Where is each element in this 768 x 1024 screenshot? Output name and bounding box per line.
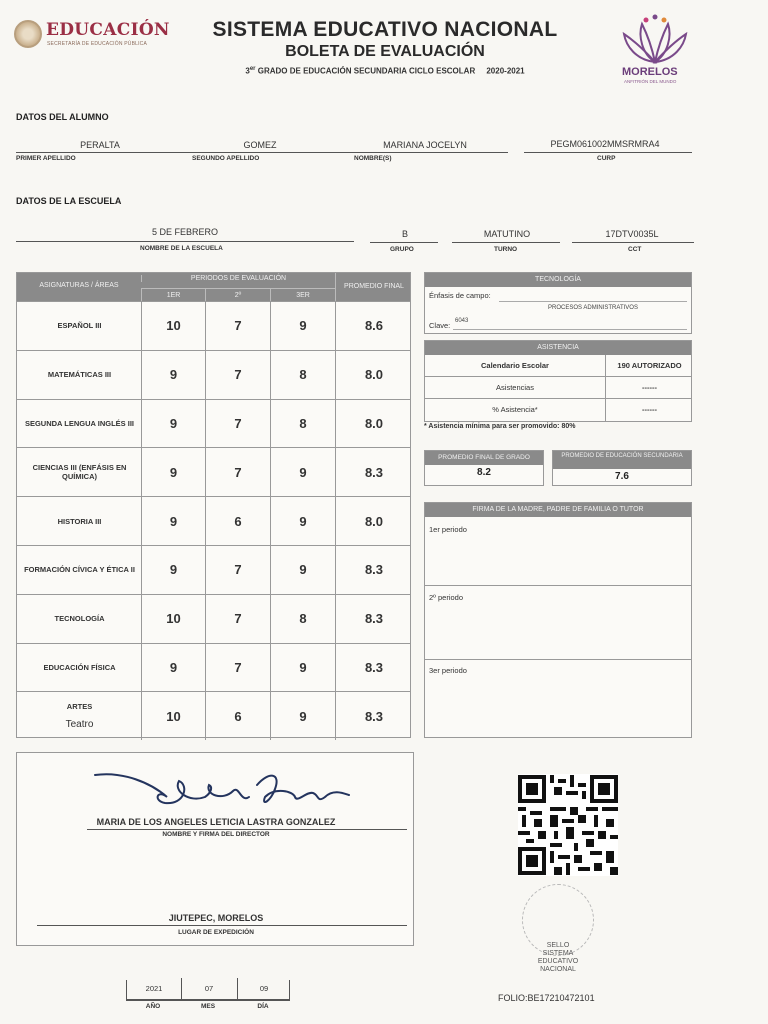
grades-table	[16, 272, 411, 738]
grade-p1: 10	[141, 692, 205, 740]
morelos-logo	[612, 14, 698, 94]
date-underline	[126, 1000, 290, 1001]
grade-p1: 9	[141, 546, 205, 594]
periodo3-label: 3er periodo	[429, 666, 467, 675]
grade-number: 3	[245, 66, 250, 76]
subject-name: SEGUNDA LENGUA INGLÉS III	[24, 418, 135, 428]
grade-avg: 8.3	[335, 595, 412, 643]
apellido2-value: GOMEZ	[243, 140, 277, 150]
student-line	[16, 152, 508, 153]
asistencia-row	[425, 377, 691, 399]
curp-line	[524, 152, 692, 153]
grupo-value: B	[401, 229, 408, 239]
promedio-secundaria-value: 7.6	[615, 471, 629, 482]
promedio-secundaria-box	[552, 450, 692, 486]
nombre-label: NOMBRE(S)	[354, 155, 392, 162]
promedio-grado-value: 8.2	[477, 467, 491, 478]
place-label: LUGAR DE EXPEDICIÓN	[178, 929, 254, 936]
grade-row	[17, 496, 410, 545]
sello-line-2: SISTEMA	[542, 950, 574, 957]
grade-p1: 9	[141, 400, 205, 448]
turno-value: MATUTINO	[483, 229, 531, 239]
grade-row	[17, 350, 410, 399]
apellido2-label: SEGUNDO APELLIDO	[192, 155, 260, 162]
firma-tutor-title: FIRMA DE LA MADRE, PADRE DE FAMILIA O TUTOR	[425, 503, 691, 517]
folio: FOLIO:BE17210472101	[498, 993, 595, 1003]
tecnologia-box	[424, 272, 692, 334]
grade-p3: 9	[270, 497, 335, 545]
col-avg: PROMEDIO FINAL	[335, 273, 412, 301]
date-day: 09	[259, 984, 269, 993]
grade-p2: 6	[205, 497, 270, 545]
grade-p1: 9	[141, 448, 205, 496]
sello-line-3: EDUCATIVO	[537, 958, 579, 965]
sello-line-1: SELLO	[546, 942, 570, 949]
grade-p2: 7	[205, 302, 270, 350]
asistencias-value: ------	[605, 377, 693, 399]
calendario-label: Calendario Escolar	[481, 361, 549, 370]
grade-text: GRADO DE EDUCACIÓN SECUNDARIA CICLO ESCOLAR	[257, 66, 476, 76]
curp-value: PEGM061002MMSRMRA4	[550, 139, 660, 149]
school-cycle: 2020-2021	[486, 66, 525, 76]
director-name: MARIA DE LOS ANGELES LETICIA LASTRA GONZALEZ	[96, 817, 336, 827]
grade-avg: 8.3	[335, 448, 412, 496]
grade-p2: 6	[205, 692, 270, 740]
grade-avg: 8.0	[335, 400, 412, 448]
calendario-value: 190 AUTORIZADO	[605, 355, 693, 377]
enfasis-value: PROCESOS ADMINISTRATIVOS	[548, 305, 638, 311]
director-box	[16, 752, 414, 946]
enfasis-line	[499, 301, 687, 302]
turno-label: TURNO	[494, 246, 518, 253]
clave-label: Clave:	[429, 321, 451, 330]
col-p2: 2º	[205, 288, 270, 301]
grade-avg: 8.3	[335, 644, 412, 692]
grade-row	[17, 691, 410, 740]
date-box	[126, 980, 290, 1000]
place-value: JIUTEPEC, MORELOS	[168, 913, 264, 923]
col-p1: 1ER	[141, 288, 205, 301]
grade-p3: 9	[270, 302, 335, 350]
cct-label: CCT	[628, 246, 642, 253]
apellido1-value: PERALTA	[80, 140, 120, 150]
grade-row	[17, 301, 410, 350]
grade-avg: 8.6	[335, 302, 412, 350]
grade-p1: 10	[141, 302, 205, 350]
grade-row	[17, 399, 410, 448]
school-section-title: DATOS DE LA ESCUELA	[16, 196, 122, 206]
tecnologia-title: TECNOLOGÍA	[425, 273, 691, 287]
grade-row	[17, 643, 410, 692]
grade-row	[17, 545, 410, 594]
subject-name: FORMACIÓN CÍVICA Y ÉTICA II	[24, 565, 135, 575]
grupo-label: GRUPO	[390, 246, 414, 253]
grade-p2: 7	[205, 546, 270, 594]
grade-p1: 9	[141, 644, 205, 692]
asistencia-row	[425, 355, 691, 377]
grade-p2: 7	[205, 400, 270, 448]
col-periods: PERIODOS DE EVALUACIÓN	[141, 275, 335, 282]
grade-avg: 8.0	[335, 497, 412, 545]
page-subtitle: BOLETA DE EVALUACIÓN	[285, 43, 485, 60]
grade-p2: 7	[205, 351, 270, 399]
col-subject: ASIGNATURAS / ÁREAS	[39, 282, 119, 289]
school-name-label: NOMBRE DE LA ESCUELA	[140, 245, 223, 252]
col-p3: 3ER	[270, 288, 335, 301]
grade-p3: 9	[270, 546, 335, 594]
grade-line	[150, 66, 620, 76]
grade-p2: 7	[205, 644, 270, 692]
promedio-grado-box	[424, 450, 544, 486]
qr-code-icon	[518, 774, 618, 876]
sello-line-4: NACIONAL	[540, 966, 576, 973]
subject-name: TECNOLOGÍA	[54, 614, 105, 624]
subject-name: ESPAÑOL III	[57, 321, 102, 331]
subject-name: CIENCIAS III (ENFÁSIS EN QUÍMICA)	[32, 463, 127, 482]
subject-name: HISTORIA III	[57, 516, 102, 526]
director-line	[87, 829, 407, 830]
grade-row	[17, 594, 410, 643]
grade-p1: 9	[141, 497, 205, 545]
grade-p3: 8	[270, 400, 335, 448]
asistencia-box	[424, 340, 692, 422]
student-section-title: DATOS DEL ALUMNO	[16, 112, 109, 122]
date-year: 2021	[145, 984, 163, 993]
grade-row	[17, 447, 410, 496]
cct-value: 17DTV0035L	[605, 229, 659, 239]
sello-text	[508, 942, 608, 974]
apellido1-label: PRIMER APELLIDO	[16, 155, 76, 162]
promedio-secundaria-label: PROMEDIO DE EDUCACIÓN SECUNDARIA	[553, 451, 691, 469]
grade-p3: 9	[270, 692, 335, 740]
grade-sup: er	[249, 66, 256, 72]
enfasis-label: Énfasis de campo:	[429, 291, 491, 300]
grade-p2: 7	[205, 595, 270, 643]
clave-line	[453, 329, 687, 330]
director-label: NOMBRE Y FIRMA DEL DIRECTOR	[162, 831, 270, 838]
subject-name-sub: Teatro	[65, 719, 94, 731]
periodo-divider	[425, 585, 691, 586]
lotus-icon	[612, 14, 698, 68]
grade-p2: 7	[205, 448, 270, 496]
morelos-logo-word: MORELOS	[622, 66, 678, 78]
porcentaje-value: ------	[605, 399, 693, 421]
clave-value: 6043	[455, 318, 469, 324]
sep-logo	[14, 18, 170, 54]
national-seal-icon	[14, 20, 42, 48]
periodo-divider	[425, 659, 691, 660]
page-title: SISTEMA EDUCATIVO NACIONAL	[212, 18, 558, 41]
periodo1-label: 1er periodo	[429, 525, 467, 534]
date-month-label: MES	[200, 1003, 216, 1010]
firma-tutor-box	[424, 502, 692, 738]
porcentaje-label: % Asistencia*	[492, 405, 538, 414]
turno-line	[452, 242, 560, 243]
school-name-value: 5 DE FEBRERO	[151, 227, 218, 237]
nombre-value: MARIANA JOCELYN	[383, 140, 467, 150]
grade-p3: 9	[270, 448, 335, 496]
asistencia-row	[425, 399, 691, 421]
date-month: 07	[204, 984, 214, 993]
grade-avg: 8.3	[335, 692, 412, 740]
morelos-logo-sub: ANFITRIÓN DEL MUNDO	[624, 79, 677, 84]
promedio-grado-label: PROMEDIO FINAL DE GRADO	[425, 451, 543, 465]
asistencia-note: * Asistencia mínima para ser promovido: 80%	[424, 423, 576, 430]
cct-line	[572, 242, 694, 243]
place-line	[37, 925, 407, 926]
grupo-line	[370, 242, 438, 243]
grade-p1: 10	[141, 595, 205, 643]
periodo2-label: 2º periodo	[429, 593, 464, 602]
sep-logo-word: EDUCACIÓN	[46, 20, 170, 40]
subject-name	[19, 692, 140, 740]
subject-name: MATEMÁTICAS III	[47, 370, 112, 380]
grade-p3: 8	[270, 595, 335, 643]
grade-avg: 8.0	[335, 351, 412, 399]
subject-name: EDUCACIÓN FÍSICA	[43, 662, 116, 672]
asistencia-title: ASISTENCIA	[425, 341, 691, 355]
grade-p1: 9	[141, 351, 205, 399]
grade-p3: 8	[270, 351, 335, 399]
asistencias-label: Asistencias	[496, 383, 534, 392]
subject-name-main: ARTES	[66, 702, 93, 712]
grades-table-header	[17, 273, 410, 301]
grade-avg: 8.3	[335, 546, 412, 594]
curp-label: CURP	[597, 155, 616, 162]
grade-p3: 9	[270, 644, 335, 692]
date-day-label: DÍA	[257, 1003, 269, 1010]
school-name-line	[16, 241, 354, 242]
director-signature-icon	[93, 767, 363, 817]
date-year-label: AÑO	[145, 1003, 161, 1010]
sep-logo-sub: SECRETARÍA DE EDUCACIÓN PÚBLICA	[47, 41, 148, 47]
